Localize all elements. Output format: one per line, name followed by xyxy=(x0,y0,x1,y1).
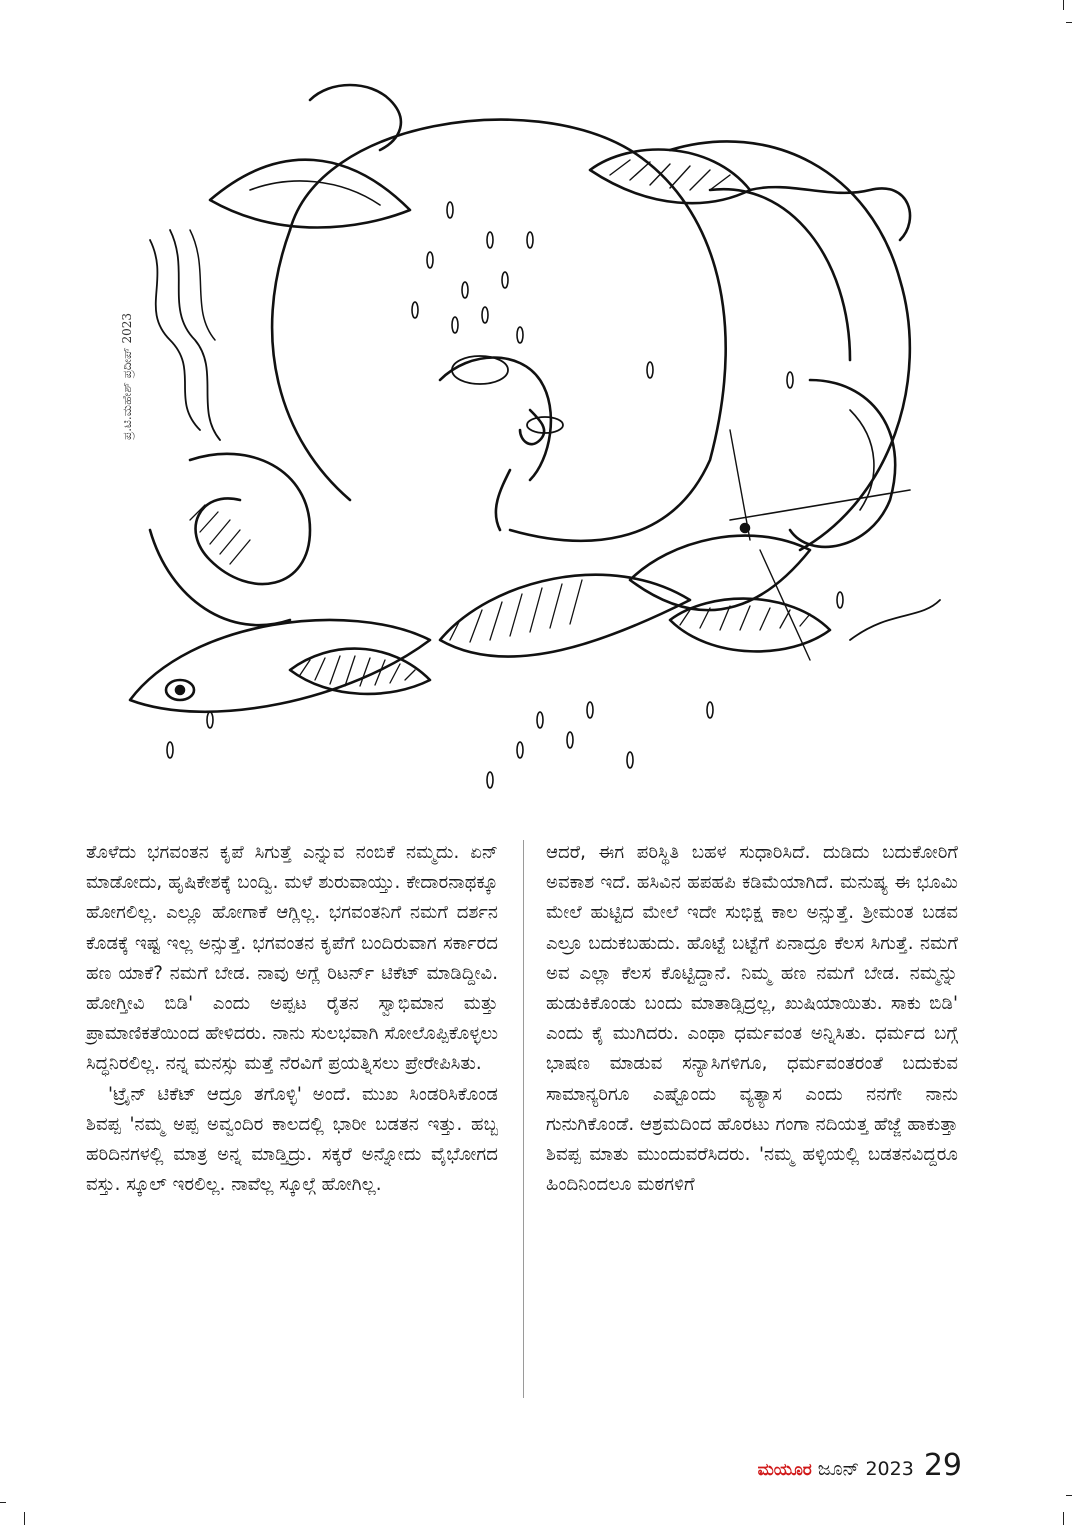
text-column-left xyxy=(86,838,498,1200)
text-column-right xyxy=(546,838,958,1200)
crop-mark xyxy=(24,1512,25,1525)
crop-mark xyxy=(1063,0,1064,10)
paragraph: ತೊಳೆದು ಭಗವಂತನ ಕೃಪೆ ಸಿಗುತ್ತೆ ಎನ್ನುವ ನಂಬಿಕೆ ನಮ್ಮದು. ಏನ್ ಮಾಡೋದು, ಹೃಷಿಕೇಶಕ್ಕೆ ಬಂದ್ವಿ. ಮಳೆ ಶುರುವಾಯ್ತು. ಕೇದಾರನಾಥಕ್ಕೂ ಹೋಗಲಿಲ್ಲ. ಎಲ್ಲೂ ಹೋಗಾಕೆ ಆಗ್ಲಿಲ್ಲ. ಭಗವಂತನಿಗೆ ನಮಗೆ ದರ್ಶನ ಕೊಡಕ್ಕೆ ಇಷ್ಟ ಇಲ್ಲ ಅನ್ಸುತ್ತೆ. ಭಗವಂತನ ಕೃಪೆಗೆ ಬಂದಿರುವಾಗ ಸರ್ಕಾರದ ಹಣ ಯಾಕೆ? ನಮಗೆ ಬೇಡ. ನಾವು ಅಗ್ಲೆ ರಿಟರ್ನ್ ಟಿಕೆಟ್ ಮಾಡಿದ್ದೀವಿ. ಹೋಗ್ತೀವಿ ಬಿಡಿ' ಎಂದು ಅಪ್ಪಟ ರೈತನ ಸ್ವಾಭಿಮಾನ ಮತ್ತು ಪ್ರಾಮಾಣಿಕತೆಯಿಂದ ಹೇಳಿದರು. ನಾನು ಸುಲಭವಾಗಿ ಸೋಲೊಪ್ಪಿಕೊಳ್ಳಲು ಸಿದ್ಧನಿರಲಿಲ್ಲ. ನನ್ನ ಮನಸ್ಸು ಮತ್ತೆ ನೆರವಿಗೆ ಪ್ರಯತ್ನಿಸಲು ಪ್ರೇರೇಪಿಸಿತು. xyxy=(86,842,498,1075)
page-footer xyxy=(758,1448,962,1483)
article-illustration xyxy=(110,80,960,800)
crop-mark xyxy=(1066,22,1072,23)
crop-mark xyxy=(1066,1495,1072,1496)
paragraph: 'ಟ್ರೈನ್ ಟಿಕೆಟ್ ಆದ್ರೂ ತಗೊಳ್ಳಿ' ಅಂದೆ. ಮುಖ ಸಿಂಡರಿಸಿಕೊಂಡ ಶಿವಪ್ಪ 'ನಮ್ಮ ಅಪ್ಪ ಅವ್ವಂದಿರ ಕಾಲದಲ್ಲಿ ಭಾರೀ ಬಡತನ ಇತ್ತು. ಹಬ್ಬ ಹರಿದಿನಗಳಲ್ಲಿ ಮಾತ್ರ ಅನ್ನ ಮಾಡ್ತಿದ್ರು. ಸಕ್ಕರೆ ಅನ್ನೋದು ವೈಭೋಗದ ವಸ್ತು. ಸ್ಕೂಲ್ ಇರಲಿಲ್ಲ. ನಾವೆಲ್ಲ ಸ್ಕೂಲ್ಗೆ ಹೋಗಿಲ್ಲ. xyxy=(86,1083,498,1196)
page-number: 29 xyxy=(923,1448,962,1483)
crop-mark xyxy=(0,1502,6,1503)
magazine-name: ಮಯೂರ xyxy=(757,1460,812,1480)
paragraph: ಆದರೆ, ಈಗ ಪರಿಸ್ಥಿತಿ ಬಹಳ ಸುಧಾರಿಸಿದೆ. ದುಡಿದು ಬದುಕೋರಿಗೆ ಅವಕಾಶ ಇದೆ. ಹಸಿವಿನ ಹಪಹಪಿ ಕಡಿಮೆಯಾಗಿದೆ. ಮನುಷ್ಯ ಈ ಭೂಮಿ ಮೇಲೆ ಹುಟ್ಟಿದ ಮೇಲೆ ಇದೇ ಸುಭಿಕ್ಷ ಕಾಲ ಅನ್ಸುತ್ತೆ. ಶ್ರೀಮಂತ ಬಡವ ಎಲ್ರೂ ಬದುಕಬಹುದು. ಹೊಟ್ಟೆ ಬಟ್ಟೆಗೆ ಏನಾದ್ರೂ ಕೆಲಸ ಸಿಗುತ್ತೆ. ನಮಗೆ ಅವ ಎಲ್ಲಾ ಕೆಲಸ ಕೊಟ್ಟಿದ್ದಾನೆ. ನಿಮ್ಮ ಹಣ ನಮಗೆ ಬೇಡ. ನಮ್ಮನ್ನು ಹುಡುಕಿಕೊಂಡು ಬಂದು ಮಾತಾಡ್ಸಿದ್ರಲ್ಲ, ಖುಷಿಯಾಯಿತು. ಸಾಕು ಬಿಡಿ' ಎಂದು ಕೈ ಮುಗಿದರು. ಎಂಥಾ ಧರ್ಮವಂತ ಅನ್ನಿಸಿತು. ಧರ್ಮದ ಬಗ್ಗೆ ಭಾಷಣ ಮಾಡುವ ಸನ್ಯಾಸಿಗಳಿಗೂ, ಧರ್ಮವಂತರಂತೆ ಬದುಕುವ ಸಾಮಾನ್ಯರಿಗೂ ಎಷ್ಟೊಂದು ವ್ಯತ್ಯಾಸ ಎಂದು ನನಗೇ ನಾನು ಗುನುಗಿಕೊಂಡೆ. ಆಶ್ರಮದಿಂದ ಹೊರಟು ಗಂಗಾ ನದಿಯತ್ತ ಹೆಜ್ಜೆ ಹಾಕುತ್ತಾ ಶಿವಪ್ಪ ಮಾತು ಮುಂದುವರೆಸಿದರು. 'ನಮ್ಮ ಹಳ್ಳಿಯಲ್ಲಿ ಬಡತನವಿದ್ದರೂ ಹಿಂದಿನಿಂದಲೂ ಮಠಗಳಿಗೆ xyxy=(546,842,958,1196)
crop-mark xyxy=(1063,1512,1064,1525)
issue-date: ಜೂನ್ 2023 xyxy=(817,1458,914,1480)
column-divider xyxy=(523,840,524,1398)
artist-signature: ಪ್ರ.ಟಿ.ಮಹೇಶ್ ಪ್ರದೀಪ್ 2023 xyxy=(120,313,134,440)
